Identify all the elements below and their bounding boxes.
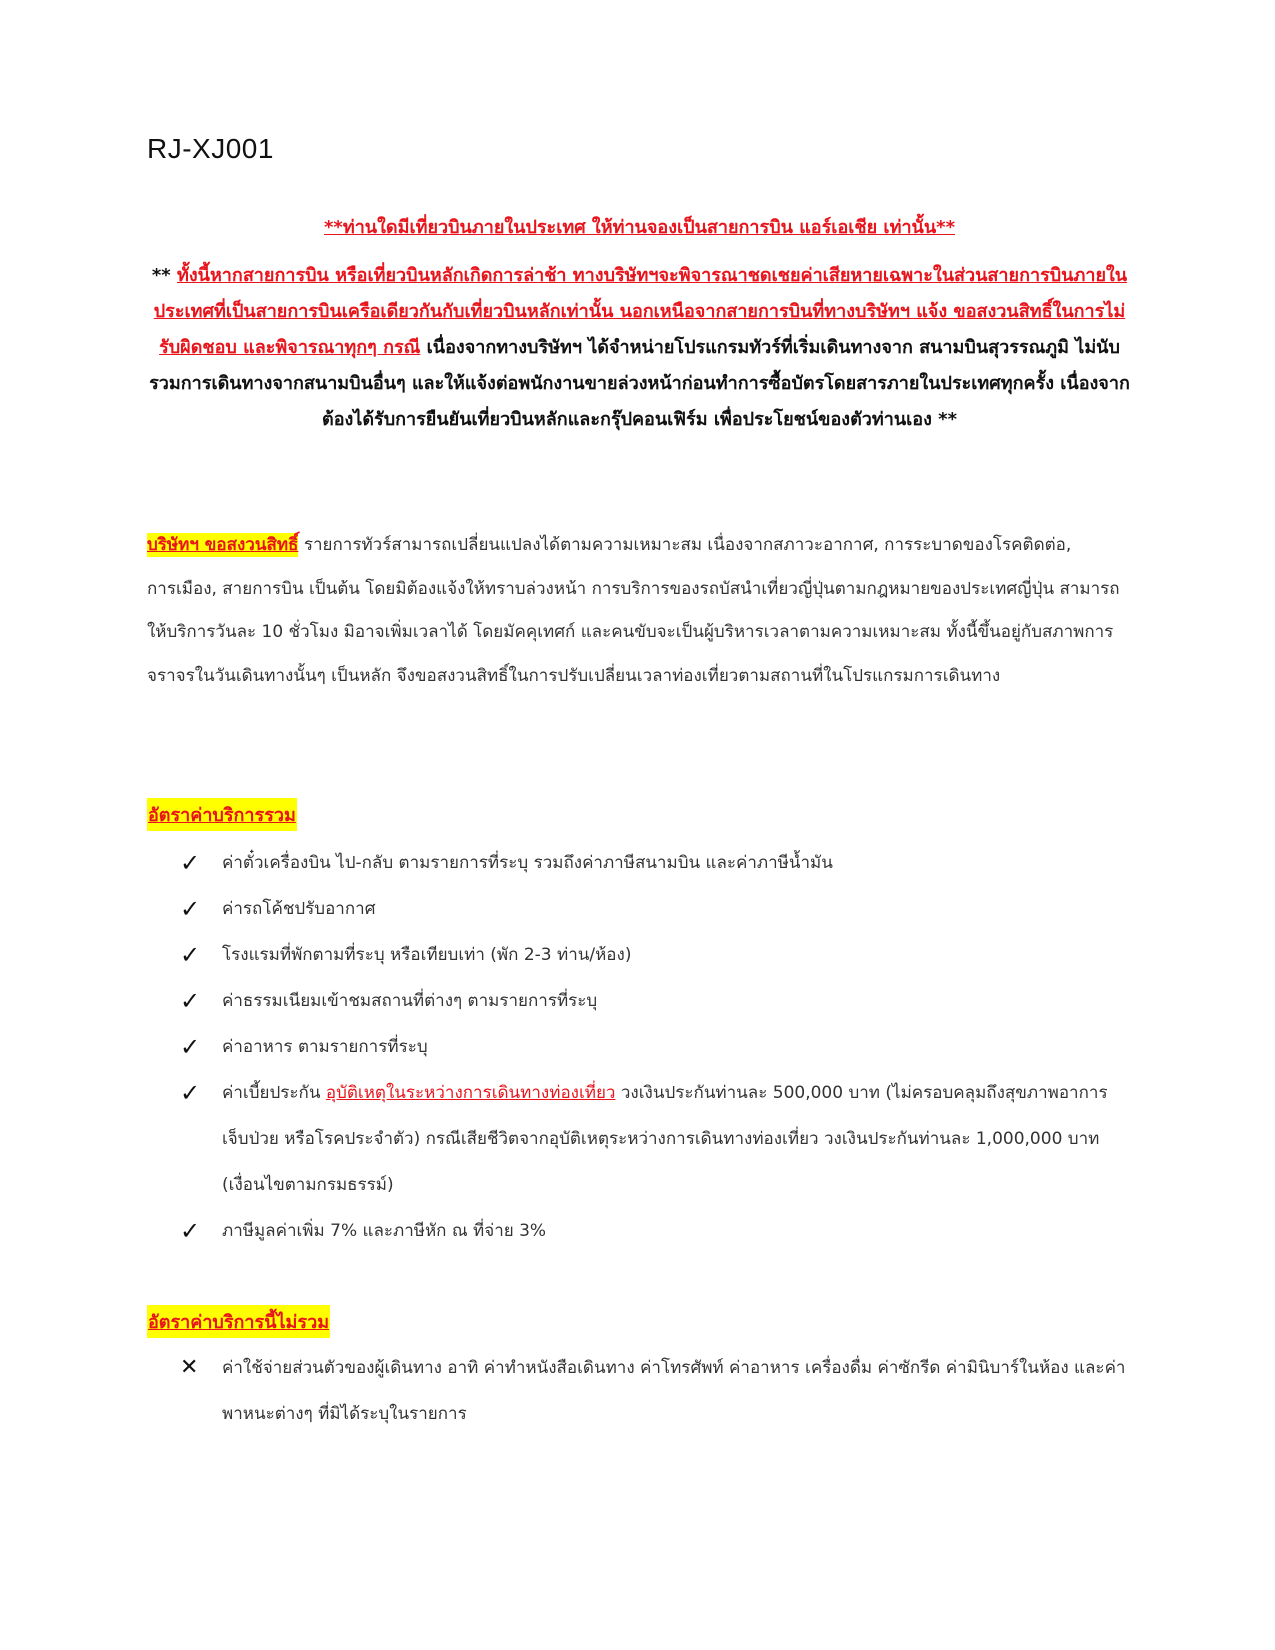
included-heading: อัตราค่าบริการรวม: [147, 798, 297, 831]
flight-delay-notice: [147, 258, 1132, 438]
excluded-heading: อัตราค่าบริการนี้ไม่รวม: [147, 1305, 330, 1338]
domestic-flight-notice: **ท่านใดมีเที่ยวบินภายในประเทศ ให้ท่านจองเป็นสายการบิน แอร์เอเชีย เท่านั้น**: [324, 217, 955, 238]
check-icon: ✓: [180, 1079, 201, 1107]
item-text: ค่าอาหาร ตามรายการที่ระบุ: [222, 1037, 428, 1057]
list-item: [180, 978, 1132, 1024]
item-text: ค่าตั๋วเครื่องบิน ไป-กลับ ตามรายการที่ระบุ รวมถึงค่าภาษีสนามบิน และค่าภาษีน้ำมัน: [222, 853, 833, 873]
disclaimer-highlight: บริษัทฯ ขอสงวนสิทธิ์: [147, 535, 299, 555]
check-icon: ✓: [180, 895, 201, 923]
item-text: ค่าใช้จ่ายส่วนตัวของผู้เดินทาง อาทิ ค่าทำหนังสือเดินทาง ค่าโทรศัพท์ ค่าอาหาร เครื่องดื่ม ค่าซักรีด ค่ามินิบาร์ในห้อง และค่าพาหนะต่างๆ ที่มิได้ระบุในรายการ: [222, 1358, 1126, 1424]
check-icon: ✓: [180, 941, 201, 969]
item-text: โรงแรมที่พักตามที่ระบุ หรือเทียบเท่า (พัก 2-3 ท่าน/ห้อง): [222, 945, 632, 965]
notice-rest-text: เนื่องจากทางบริษัทฯ ได้จำหน่ายโปรแกรมทัวร์ที่เริ่มเดินทางจาก สนามบินสุวรรณภูมิ ไม่นับรวมการเดินทางจากสนามบินอื่นๆ และให้แจ้งต่อพนักงานขายล่วงหน้าก่อนทำการซื้อบัตรโดยสารภายในประเทศทุกครั้ง เนื่องจากต้องได้รับการยืนยันเที่ยวบินหลักและกรุ๊ปคอนเฟิร์ม เพื่อประโยชน์ของตัวท่านเอง **: [149, 337, 1130, 430]
list-item: [180, 840, 1132, 886]
list-item: [180, 886, 1132, 932]
item-text: ค่าธรรมเนียมเข้าชมสถานที่ต่างๆ ตามรายการที่ระบุ: [222, 991, 598, 1011]
insurance-suffix: วงเงินประกันท่านละ 500,000 บาท (ไม่ครอบคลุมถึงสุขภาพอาการเจ็บป่วย หรือโรคประจำตัว) กรณีเสียชีวิตจากอุบัติเหตุระหว่างการเดินทางท่องเที่ยว วงเงินประกันท่านละ 1,000,000 บาท (เงื่อนไขตามกรมธรรม์): [222, 1083, 1108, 1195]
check-icon: ✓: [180, 1033, 201, 1061]
disclaimer-text: รายการทัวร์สามารถเปลี่ยนแปลงได้ตามความเหมาะสม เนื่องจากสภาวะอากาศ, การระบาดของโรคติดต่อ, การเมือง, สายการบิน เป็นต้น โดยมิต้องแจ้งให้ทราบล่วงหน้า การบริการของรถบัสนำเที่ยวญี่ปุ่นตามกฎหมายของประเทศญี่ปุ่น สามารถให้บริการวันละ 10 ชั่วโมง มิอาจเพิ่มเวลาได้ โดยมัคคุเทศก์ และคนขับจะเป็นผู้บริหารเวลาตามความเหมาะสม ทั้งนี้ขึ้นอยู่กับสภาพการจราจรในวันเดินทางนั้นๆ เป็นหลัก จึงขอสงวนสิทธิ์ในการปรับเปลี่ยนเวลาท่องเที่ยวตามสถานที่ในโปรแกรมการเดินทาง: [147, 535, 1120, 686]
check-icon: ✓: [180, 849, 201, 877]
insurance-link[interactable]: อุบัติเหตุในระหว่างการเดินทางท่องเที่ยว: [325, 1083, 616, 1103]
excluded-list: [180, 1345, 1132, 1437]
list-item: [180, 1208, 1132, 1254]
included-list: [180, 840, 1132, 1254]
insurance-prefix: ค่าเบี้ยประกัน: [222, 1083, 326, 1103]
tour-code: RJ-XJ001: [147, 133, 274, 164]
check-icon: ✓: [180, 987, 201, 1015]
item-text: ภาษีมูลค่าเพิ่ม 7% และภาษีหัก ณ ที่จ่าย 3%: [222, 1221, 547, 1241]
notice-prefix: **: [151, 265, 177, 286]
item-text: ค่ารถโค้ชปรับอากาศ: [222, 899, 376, 919]
disclaimer-paragraph: [147, 524, 1132, 698]
list-item: [180, 1345, 1132, 1437]
notice-red-text: ทั้งนี้หากสายการบิน หรือเที่ยวบินหลักเกิดการล่าช้า ทางบริษัทฯจะพิจารณาชดเชยค่าเสียหายเฉพาะในส่วนสายการบินภายในประเทศที่เป็นสายการบินเครือเดียวกันกับเที่ยวบินหลักเท่านั้น นอกเหนือจากสายการบินที่ทางบริษัทฯ แจ้ง ขอสงวนสิทธิ์ในการไม่รับผิดชอบ และพิจารณาทุกๆ กรณี: [153, 265, 1128, 358]
check-icon: ✓: [180, 1217, 201, 1245]
list-item-insurance: [180, 1070, 1132, 1208]
list-item: [180, 932, 1132, 978]
cross-icon: ✕: [180, 1355, 199, 1380]
list-item: [180, 1024, 1132, 1070]
